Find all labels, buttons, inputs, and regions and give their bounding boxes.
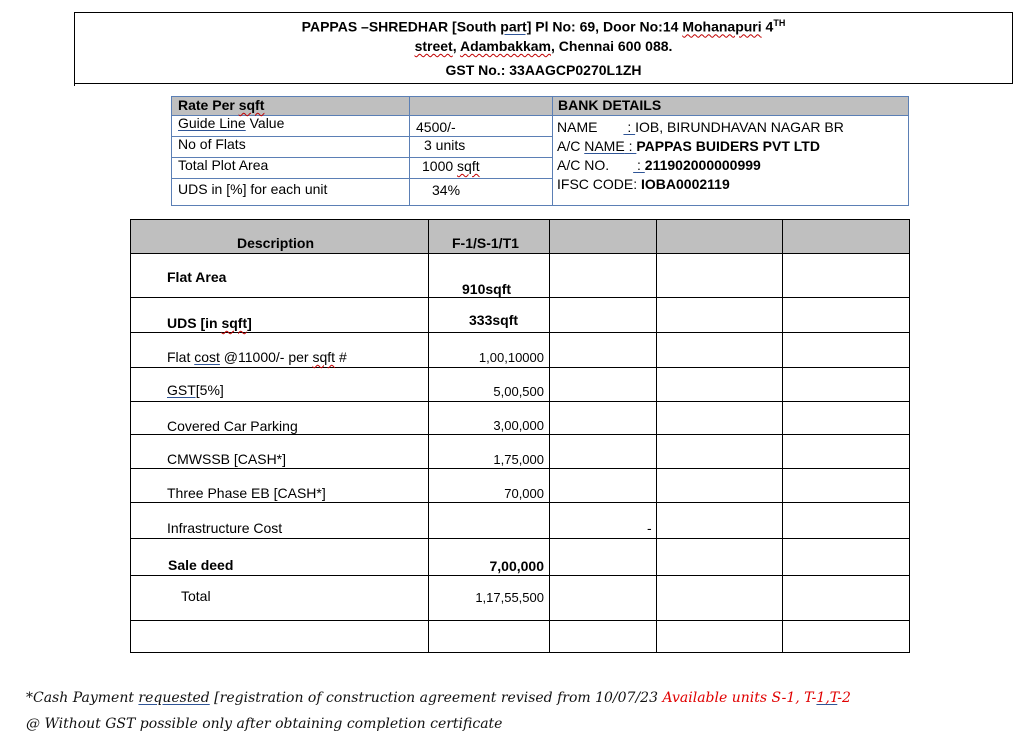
column-header-description: Description (237, 235, 315, 251)
place-name: Mohanapuri (682, 18, 762, 35)
document-header (74, 12, 1013, 84)
gst-value: 5,00,500 (493, 384, 544, 399)
street-word: street (414, 38, 453, 54)
guideline-value: 4500/- (416, 119, 456, 135)
footnote-without-gst: @ Without GST possible only after obtaining completion certificate (26, 716, 503, 732)
infrastructure-value: - (647, 520, 652, 536)
divider (131, 367, 909, 368)
divider (131, 297, 909, 298)
column-header-unit: F-1/S-1/T1 (452, 235, 519, 251)
divider (549, 220, 550, 652)
divider (131, 434, 909, 435)
divider (131, 401, 909, 402)
flat-cost-label: Flat cost @11000/- per sqft # (167, 349, 347, 365)
divider (131, 332, 909, 333)
divider (131, 620, 909, 621)
street-number: 4 (761, 18, 774, 35)
rate-bank-table (171, 96, 909, 206)
parking-label: Covered Car Parking (167, 418, 298, 434)
divider (552, 115, 909, 116)
company-name: PAPPAS –SHREDHAR [South (301, 18, 501, 35)
parking-value: 3,00,000 (493, 418, 544, 433)
header-edge-mark (74, 72, 75, 86)
divider (172, 178, 552, 179)
bank-name-row: NAME : IOB, BIRUNDHAVAN NAGAR BR (557, 119, 844, 135)
header-address-line-2 (75, 38, 1012, 54)
uds-percent-value: 34% (432, 182, 461, 198)
gst-label: GST[5%] (167, 382, 224, 398)
plot-door-text: Pl No: 69, Door No:14 (531, 18, 683, 35)
divider (552, 97, 553, 205)
rate-per-sqft-title: Rate Per sqft (178, 97, 265, 113)
uds-percent-label: UDS in [%] for each unit (178, 181, 328, 197)
divider (409, 97, 410, 205)
divider (131, 253, 909, 254)
area-name: Adambakkam (459, 38, 552, 54)
sale-deed-label: Sale deed (168, 557, 234, 573)
no-of-flats-value: 3 units (424, 137, 466, 153)
cmwssb-value: 1,75,000 (493, 452, 544, 467)
total-value: 1,17,55,500 (475, 590, 544, 605)
account-number-row: A/C NO. : 211902000000999 (557, 157, 761, 173)
divider (131, 575, 909, 576)
divider (131, 538, 909, 539)
no-of-flats-label: No of Flats (178, 136, 246, 152)
plot-area-value: 1000 sqft (422, 158, 480, 174)
infrastructure-label: Infrastructure Cost (167, 520, 283, 536)
cost-breakdown-table (130, 219, 910, 653)
eb-value: 70,000 (504, 486, 544, 501)
divider (428, 220, 429, 652)
flat-cost-value: 1,00,10000 (478, 350, 544, 365)
uds-label: UDS [in sqft] (167, 315, 252, 331)
comma: , (452, 38, 460, 54)
divider (656, 220, 657, 652)
plot-area-label: Total Plot Area (178, 157, 269, 173)
ifsc-code-row: IFSC CODE: IOBA0002119 (557, 176, 730, 192)
footnote-cash-payment: *Cash Payment requested [registration of construction agreement revised from 10/07/23 Available units S-1, T-1,T-2 (26, 690, 851, 706)
city-pincode: , Chennai 600 088. (551, 38, 673, 54)
divider (131, 502, 909, 503)
gst-number: GST No.: 33AAGCP0270L1ZH (445, 62, 642, 78)
header-address-line-1 (75, 18, 1012, 35)
total-label: Total (181, 588, 211, 604)
rate-header-bar (172, 97, 908, 115)
guideline-label: Guide Line Value (178, 115, 285, 131)
eb-label: Three Phase EB [CASH*] (167, 485, 326, 501)
bank-details-title: BANK DETAILS (558, 97, 662, 113)
flat-area-label: Flat Area (167, 269, 227, 285)
sale-deed-value: 7,00,000 (489, 558, 544, 574)
ordinal-suffix: TH (773, 18, 786, 28)
divider (131, 468, 909, 469)
uds-value: 333sqft (469, 312, 519, 328)
divider (782, 220, 783, 652)
cmwssb-label: CMWSSB [CASH*] (167, 451, 287, 467)
flat-area-value: 910sqft (462, 281, 512, 297)
account-name-row: A/C NAME : PAPPAS BUIDERS PVT LTD (557, 138, 820, 154)
part-text: part] (500, 18, 532, 35)
